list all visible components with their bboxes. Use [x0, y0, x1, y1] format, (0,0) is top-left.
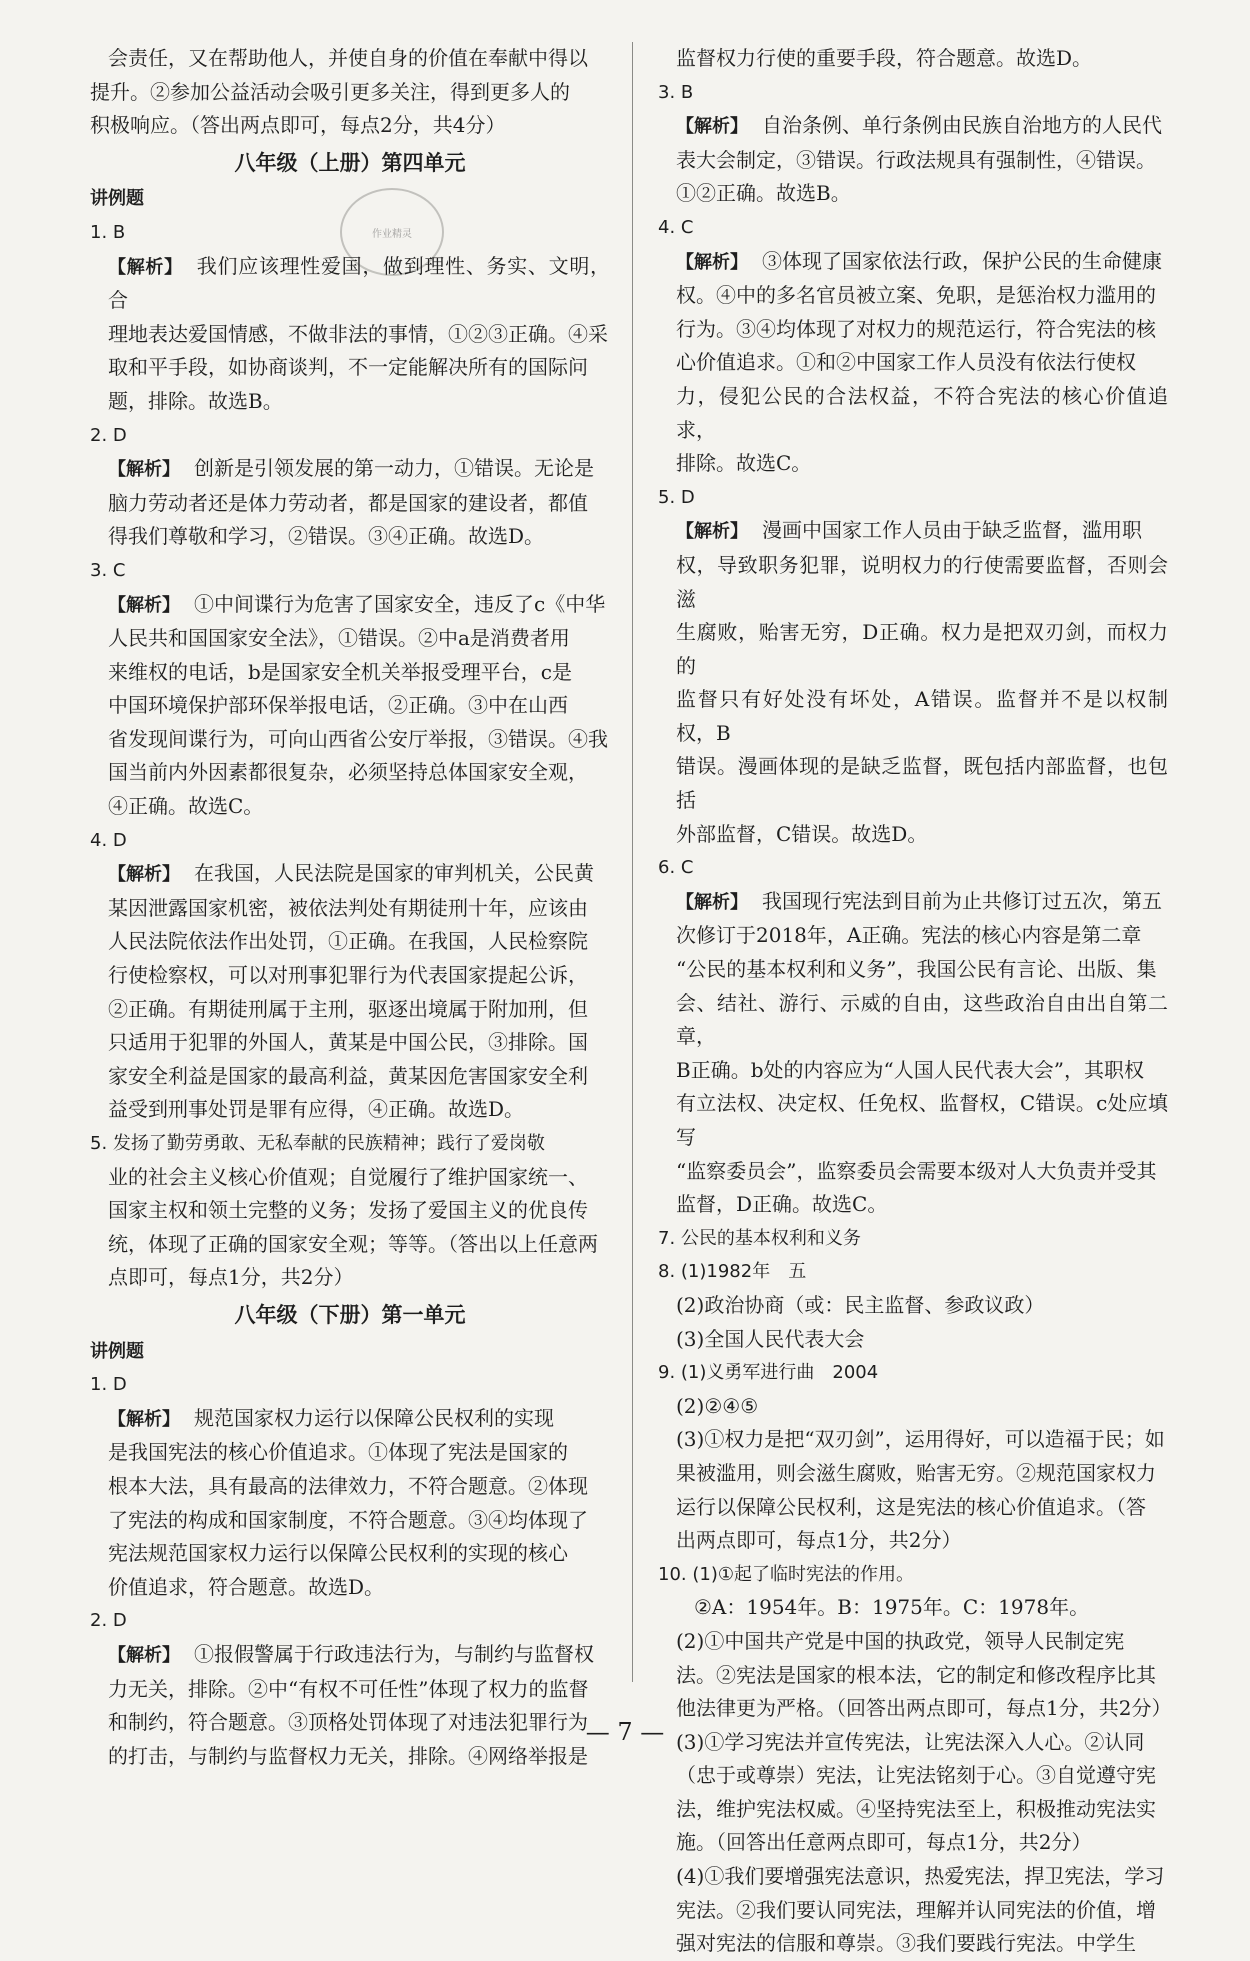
analysis-text: ①报假警属于行政违法行为，与制约与监督权 — [194, 1641, 594, 1666]
analysis-label: 【解析】 — [676, 116, 748, 138]
answer-item: 5. D — [658, 486, 695, 508]
text-line: 中国环境保护部环保举报电话，②正确。③中在山西 — [108, 693, 568, 718]
text-line: 的打击，与制约与监督权力无关，排除。④网络举报是 — [108, 1743, 588, 1768]
text-line: ②A：1954年。B：1975年。C：1978年。 — [694, 1595, 1090, 1620]
text-line: 人民共和国国家安全法》，①错误。②中a是消费者用 — [108, 626, 570, 651]
answer-item: 1. B — [90, 221, 126, 243]
answer-item: 3. C — [90, 559, 126, 581]
text-line: (2)①中国共产党是中国的执政党，领导人民制定宪 — [676, 1628, 1125, 1653]
text-line: 次修订于2018年，A正确。宪法的核心内容是第二章 — [676, 923, 1142, 948]
answer-item: 2. D — [90, 424, 127, 446]
text-line: 了宪法的构成和国家制度，不符合题意。③④均体现了 — [108, 1507, 588, 1532]
text-line: (2)政治协商（或：民主监督、参政议政） — [676, 1292, 1045, 1317]
text-line: 错误。漫画体现的是缺乏监督，既包括内部监督，也包括 — [676, 754, 1168, 813]
text-line: 行为。③④均体现了对权力的规范运行，符合宪法的核 — [676, 316, 1156, 341]
analysis-text: 我们应该理性爱国，做到理性、务实、文明，合 — [108, 253, 611, 313]
answer-item: 5. 发扬了勤劳勇敢、无私奉献的民族精神；践行了爱岗敬 — [90, 1133, 545, 1154]
analysis-label: 【解析】 — [108, 459, 180, 481]
text-line: 点即可，每点1分，共2分） — [108, 1265, 354, 1290]
text-line: 业的社会主义核心价值观；自觉履行了维护国家统一、 — [108, 1164, 588, 1189]
column-divider — [632, 42, 633, 1682]
text-line: (4)①我们要增强宪法意识，热爱宪法，捍卫宪法，学习 — [676, 1864, 1165, 1889]
text-line: 监督权力行使的重要手段，符合题意。故选D。 — [676, 46, 1093, 70]
analysis-label: 【解析】 — [676, 521, 748, 543]
analysis-label: 【解析】 — [108, 256, 183, 278]
subheading: 讲例题 — [90, 1340, 144, 1362]
text-line: 人民法院依法作出处罚，①正确。在我国，人民检察院 — [108, 929, 588, 954]
text-line: 来维权的电话，b是国家安全机关举报受理平台，c是 — [108, 659, 573, 684]
analysis-text: 漫画中国家工作人员由于缺乏监督，滥用职 — [762, 518, 1142, 543]
text-line: 家安全利益是国家的最高利益，黄某因危害国家安全利 — [108, 1063, 588, 1088]
text-line: 益受到刑事处罚是罪有应得，④正确。故选D。 — [108, 1097, 525, 1122]
analysis-label: 【解析】 — [108, 594, 180, 616]
text-line: 出两点即可，每点1分，共2分） — [676, 1528, 962, 1553]
text-line: 宪法规范国家权力运行以保障公民权利的实现的核心 — [108, 1541, 568, 1566]
text-line: 他法律更为严格。（回答出两点即可，每点1分，共2分） — [676, 1696, 1172, 1721]
subheading: 讲例题 — [90, 188, 144, 210]
section-heading: 八年级（上册）第四单元 — [234, 150, 466, 175]
text-line: 权，导致职务犯罪，说明权力的行使需要监督，否则会滋 — [676, 552, 1168, 611]
text-line: (3)全国人民代表大会 — [676, 1326, 865, 1351]
answer-item: 6. C — [658, 857, 694, 879]
text-line: “监察委员会”，监察委员会需要本级对人大负责并受其 — [676, 1158, 1157, 1183]
text-line: 法，维护宪法权威。④坚持宪法至上，积极推动宪法实 — [676, 1796, 1156, 1821]
text-line: ②正确。有期徒刑属于主刑，驱逐出境属于附加刑，但 — [108, 996, 588, 1021]
text-line: 施。（回答出任意两点即可，每点1分，共2分） — [676, 1830, 1092, 1855]
answer-item: 8. (1)1982年 五 — [658, 1261, 807, 1283]
text-line: 会责任，又在帮助他人，并使自身的价值在奉献中得以 — [108, 46, 588, 70]
answer-item: 1. D — [90, 1374, 127, 1396]
text-line: 监督，D正确。故选C。 — [676, 1192, 888, 1217]
text-line: 只适用于犯罪的外国人，黄某是中国公民，③排除。国 — [108, 1030, 588, 1055]
analysis-text: 我国现行宪法到目前为止共修订过五次，第五 — [762, 888, 1162, 913]
text-line: 提升。②参加公益活动会吸引更多关注，得到更多人的 — [90, 79, 570, 104]
text-line: “公民的基本权利和义务”，我国公民有言论、出版、集 — [676, 957, 1157, 982]
text-line: 权。④中的多名官员被立案、免职，是惩治权力滥用的 — [676, 283, 1156, 308]
text-line: 得我们尊敬和学习，②错误。③④正确。故选D。 — [108, 524, 545, 549]
analysis-text: 自治条例、单行条例由民族自治地方的人民代 — [762, 113, 1162, 138]
text-line: 国家主权和领土完整的义务；发扬了爱国主义的优良传 — [108, 1198, 588, 1223]
text-line: 是我国宪法的核心价值追求。①体现了宪法是国家的 — [108, 1440, 568, 1465]
text-line: 强对宪法的信服和尊崇。③我们要践行宪法。中学生 — [676, 1931, 1136, 1956]
text-line: 外部监督，C错误。故选D。 — [676, 821, 928, 846]
text-line: 有立法权、决定权、任免权、监督权，C错误。c处应填写 — [676, 1091, 1168, 1149]
answer-item: 10. (1)①起了临时宪法的作用。 — [658, 1563, 914, 1585]
text-line: 题，排除。故选B。 — [108, 388, 283, 413]
text-line: （忠于或尊崇）宪法，让宪法铭刻于心。③自觉遵守宪 — [676, 1763, 1156, 1788]
analysis-label: 【解析】 — [676, 891, 748, 913]
text-line: 行使检察权，可以对刑事犯罪行为代表国家提起公诉， — [108, 963, 588, 988]
text-line: B正确。b处的内容应为“人国人民代表大会”，其职权 — [676, 1057, 1144, 1082]
text-line: ④正确。故选C。 — [108, 794, 264, 819]
answer-item: 4. C — [658, 216, 694, 238]
answer-item: 7. 公民的基本权利和义务 — [658, 1227, 861, 1249]
text-line: 法。②宪法是国家的根本法，它的制定和修改程序比其 — [676, 1662, 1156, 1687]
text-line: 价值追求，符合题意。故选D。 — [108, 1574, 385, 1599]
text-line: 脑力劳动者还是体力劳动者，都是国家的建设者，都值 — [108, 490, 588, 515]
left-column — [90, 42, 610, 1773]
analysis-text: ①中间谍行为危害了国家安全，违反了c《中华 — [194, 591, 606, 616]
analysis-text: 在我国，人民法院是国家的审判机关，公民黄 — [194, 861, 594, 886]
text-line: 积极响应。（答出两点即可，每点2分，共4分） — [90, 113, 506, 138]
text-line: 力无关，排除。②中“有权不可任性”体现了权力的监督 — [108, 1676, 589, 1701]
text-line: 会、结社、游行、示威的自由，这些政治自由出自第二章， — [676, 990, 1168, 1049]
text-line: 运行以保障公民权利，这是宪法的核心价值追求。（答 — [676, 1494, 1146, 1519]
text-line: 国当前内外因素都很复杂，必须坚持总体国家安全观， — [108, 760, 588, 785]
text-line: (3)①学习宪法并宣传宪法，让宪法深入人心。②认同 — [676, 1729, 1145, 1754]
analysis-label: 【解析】 — [676, 251, 748, 273]
text-line: (2)②④⑤ — [676, 1393, 759, 1418]
analysis-label: 【解析】 — [108, 1644, 180, 1666]
text-line: 省发现间谍行为，可向山西省公安厅举报，③错误。④我 — [108, 726, 608, 751]
text-line: 取和平手段，如协商谈判，不一定能解决所有的国际问 — [108, 355, 588, 380]
watermark-stamp: 作业精灵 — [340, 188, 444, 276]
text-line: 力，侵犯公民的合法权益，不符合宪法的核心价值追求， — [676, 383, 1168, 442]
text-line: 果被滥用，则会滋生腐败，贻害无穷。②规范国家权力 — [676, 1460, 1156, 1485]
analysis-text: ③体现了国家依法行政，保护公民的生命健康 — [762, 248, 1162, 273]
text-line: 心价值追求。①和②中国家工作人员没有依法行使权 — [676, 350, 1136, 375]
text-line: 统，体现了正确的国家安全观；等等。（答出以上任意两 — [108, 1231, 598, 1256]
text-line: 根本大法，具有最高的法律效力，不符合题意。②体现 — [108, 1473, 588, 1498]
text-line: 某因泄露国家机密，被依法判处有期徒刑十年，应该由 — [108, 895, 588, 920]
text-line: 宪法。②我们要认同宪法，理解并认同宪法的价值，增 — [676, 1897, 1156, 1922]
text-line: ①②正确。故选B。 — [676, 181, 851, 206]
page-number: — 7 — — [585, 1718, 665, 1746]
analysis-text: 规范国家权力运行以保障公民权利的实现 — [194, 1405, 554, 1430]
text-line: 监督只有好处没有坏处，A错误。监督并不是以权制权，B — [676, 687, 1168, 745]
analysis-label: 【解析】 — [108, 1408, 180, 1430]
text-line: 表大会制定，③错误。行政法规具有强制性，④错误。 — [676, 147, 1156, 172]
text-line: (3)①权力是把“双刃剑”，运用得好，可以造福于民；如 — [676, 1427, 1165, 1452]
answer-item: 9. (1)义勇军进行曲 2004 — [658, 1362, 879, 1384]
section-heading: 八年级（下册）第一单元 — [234, 1302, 466, 1327]
analysis-text: 创新是引领发展的第一动力，①错误。无论是 — [194, 456, 594, 481]
analysis-label: 【解析】 — [108, 864, 180, 886]
text-line: 生腐败，贻害无穷，D正确。权力是把双刃剑，而权力的 — [676, 620, 1168, 678]
answer-item: 4. D — [90, 829, 127, 851]
text-line: 和制约，符合题意。③顶格处罚体现了对违法犯罪行为 — [108, 1710, 588, 1735]
answer-item: 3. B — [658, 81, 694, 103]
answer-item: 2. D — [90, 1610, 127, 1632]
text-line: 排除。故选C。 — [676, 451, 812, 476]
right-column — [658, 42, 1172, 1961]
text-line: 理地表达爱国情感，不做非法的事情，①②③正确。④采 — [108, 321, 608, 346]
